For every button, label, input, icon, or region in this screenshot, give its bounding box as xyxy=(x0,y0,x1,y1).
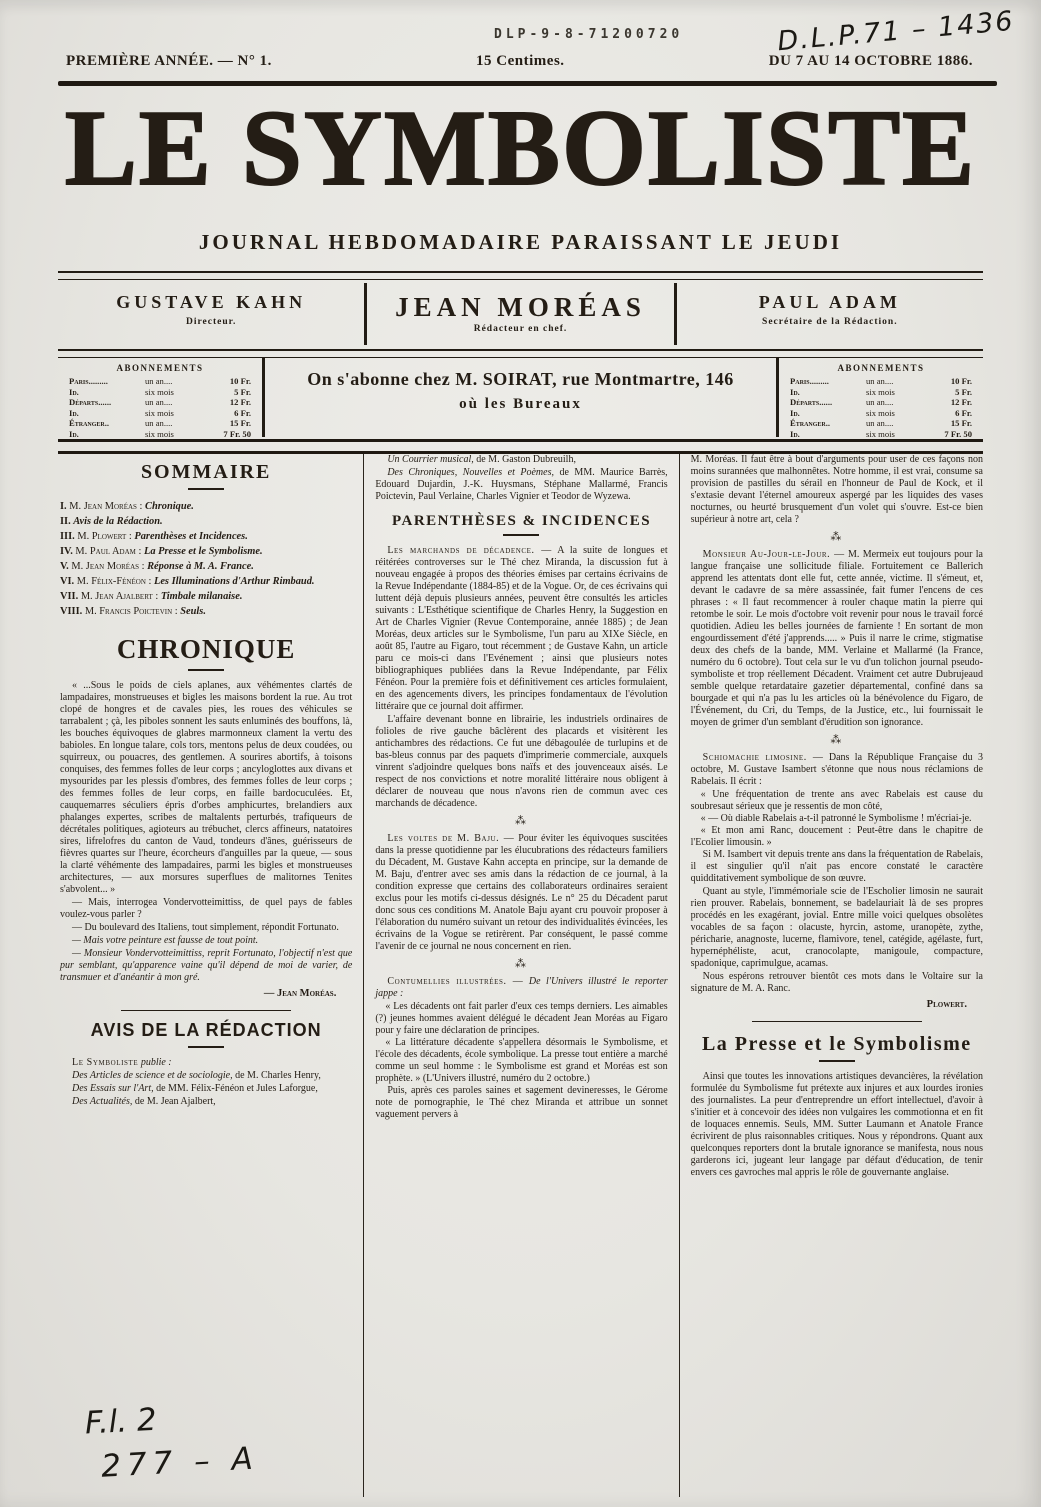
heading-dash xyxy=(503,534,539,536)
aujour-paragraph: Monsieur Au-Jour-le-Jour. — M. Mermeix eut toujours pour la langue française une sollicitude filiale. Fortuitement ce Ballerich apprend les attentats dont elle fut, cette année, victime. Il s'émeut, et, devant le cadavre de sa mère assassinée, fait fumer l'encens de ces phrases : « Il faut recommencer à rouler chaque matin la pierre qui retombe le soir. Le mois d'octobre voit revenir pour nous le travail forcé quotidien. Adieu les belles journées de farniente ! En sortant de mon engourdissement d'été j'apprends..... » Puis il narre le crime, stigmatise deux des chefs de la bande, MM. Verlaine et Mallarmé (la France, numéro du 6 octobre). Tout cela sur le vu d'un tolichon journal pseudo-symboliste et trop réellement Décadent. Vraiment cet autre Dubrujeaud semble quelque retardataire gazetier départemental, confiné dans sa bourgade et qui n'a pas lu les articles où la bénévolence du Figaro, de l'Événement, du Cri, du Temps, de la Justice, etc., lui fournissait le moyen de grimer d'un semblant d'érudition son ignorance. xyxy=(690,549,983,729)
sommaire-title: SOMMAIRE xyxy=(140,461,272,483)
subscription-table-left xyxy=(58,357,262,437)
schiomachie-body-paragraph: Nous espérons retrouver bientôt ces mots dans le Voltaire sur la signature de M. A. Ranc. xyxy=(690,971,983,995)
folio-line-2: 277 – A xyxy=(100,1440,260,1485)
column-1 xyxy=(58,454,363,1497)
schiomachie-body-paragraph: Quant au style, l'immémoriale scie de l'Escholier limosin ne saurait rien prouver. Rabelais, bonnement, se badelauriait là de ses propres procédés en les exagérant, jovial. Entre mille voici quelques obsolètes vocables de sa façon : olacuste, hyrcin, astome, uranopète, zythe, péricharie, anagnoste, lucerne, flamivore, tenel, catégide, agélaste, furt, hypernéphéliste, acut, cranocolapte, manigoule, compacture, spadonique, caprimulgue, acamas. xyxy=(690,886,983,970)
divider-rule xyxy=(121,1010,291,1011)
sommaire-item: VIII. M. Francis Poictevin : Seuls. xyxy=(60,606,206,617)
marchands-paragraph: Les marchands de décadence. — A la suite de longues et réitérées controverses sur le Thé chez Miranda, la discussion fut à nouveau engagée à propos des théories émises par certains écrivains de la Revue Indépendante (1884-85) et de la Vogue. Or, de ces écrivains qui luttent déjà depuis plusieurs années, peuvent être consultés les articles suivants : L'Esthétique scientifique de Charles Henry, la Suggestion en Art de Charles Vignier (Revue Contemporaine, année 1885) ; de Jean Moréas, deux articles sur le Symbolisme, l'un paru au XIXe Siècle, en août 85, l'autre au Figaro, tout récemment ; de Gustave Kahn, un article paru ce mois-ci dans l'Evénement ; ainsi que plusieurs notes bibliographiques publiées dans la Revue Indépendante, par Félix Fénéon. Pour la première fois et définitivement ces articles formulaient, en des agencements divers, les principes fondamentaux de l'évolution littéraire que ce journal doit affirmer. xyxy=(375,545,668,712)
masthead-title: LE SYMBOLISTE xyxy=(64,89,977,208)
voltes-paragraph: Les voltes de M. Baju. — Pour éviter les équivoques suscitées dans la presse quotidienne par les élucubrations des rédacteurs familiers du Décadent, M. Gustave Kahn accepta en principe, sur la demande de M. Baju, d'entrer avec ses amis dans la rédaction de ce journal, à la condition expresse que certains des collaborateurs ordinaires seraient exclus pour les motifs ci-dessus désignés. Le n° 25 du Décadent parut donc sous ces conditions M. Anatole Baju ayant cru pouvoir proposer à l'élaboration du numéro suivant un retour des individualités évincées, les écrivains de la Vogue se retirèrent. Par conséquent, le passé comme l'avenir de ce journal ne nous concernent en rien. xyxy=(375,833,668,953)
subscription-band xyxy=(58,357,983,437)
asterism-separator: ⁂ xyxy=(830,531,844,543)
sommaire-item: I. M. Jean Moréas : Chronique. xyxy=(60,501,194,512)
quoted-line: « La littérature décadente s'appellera désormais le Symbolisme, et l'école des décadents, école symbolique. La presse tout entière a marché comme un seul homme : le Symbolisme est grand et Moréas est son prophète. » (L'Univers illustré, numéro du 2 octobre.) xyxy=(375,1037,668,1085)
quoted-line: « Une fréquentation de trente ans avec Rabelais est cause du soubresaut sérieux que je ressentis de mon côté, xyxy=(690,789,983,813)
heading-dash xyxy=(188,669,224,671)
header-rule xyxy=(58,81,997,86)
masthead-subtitle: JOURNAL HEBDOMADAIRE PARAISSANT LE JEUDI xyxy=(198,230,843,254)
subscription-rate-row: Étranger.. un an.... 15 Fr. xyxy=(69,418,251,429)
column-2 xyxy=(363,454,678,1497)
editor-name: JEAN MORÉAS xyxy=(395,292,646,322)
director-name: GUSTAVE KAHN xyxy=(116,292,307,312)
sommaire-item: V. M. Jean Moréas : Réponse à M. A. France. xyxy=(60,561,254,572)
chronique-paragraph: — Monsieur Vondervotteimittiss, reprit Fortunato, l'objectif n'est que pur semblant, qu'apparence vaine qu'il dépend de moi de varier, de transmuer et d'anéantir à mon gré. xyxy=(60,948,353,984)
continuation-paragraph: M. Moréas. Il faut être à bout d'arguments pour user de ces façons non moins surannées que malhonnêtes. Notre homme, il est vrai, consume sa provision de pastilles du sérail en l'honneur de Paul de Kock, et il s'extasie devant l'éternel amoureux aspergé par les liquides des vases nocturnes, ou heurté brusquement d'un volet qui s'ouvre. Est-ce bien supérieur à notre art, cela ? xyxy=(690,454,983,525)
folio-line-1: F.l. 2 xyxy=(84,1401,158,1442)
avis-item: Des Chroniques, Nouvelles et Poèmes, de MM. Maurice Barrès, Edouard Dujardin, J.-K. Huysmans, Stéphane Mallarmé, Francis Poictevin, Paul Verlaine, Charles Vignier et Teodor de Wyzewa. xyxy=(375,467,668,502)
chronique-paragraph: — Mais, interrogea Vondervotteimittiss, de quel pays de fables voulez-vous parler ? xyxy=(60,897,353,921)
subscription-rate-row: Id. six mois 6 Fr. xyxy=(69,407,251,418)
issue-number: PREMIÈRE ANNÉE. — N° 1. xyxy=(66,53,272,69)
secretary-name: PAUL ADAM xyxy=(758,292,901,312)
sommaire-item: II. Avis de la Rédaction. xyxy=(60,516,163,527)
sommaire-item: VII. M. Jean Ajalbert : Timbale milanaise. xyxy=(60,591,243,602)
avis-list xyxy=(60,1070,352,1108)
subscription-rates xyxy=(790,376,972,440)
subscription-rate-row: Id. six mois 7 Fr. 50 xyxy=(69,428,251,439)
staff-secretary xyxy=(674,283,983,345)
divider-rule xyxy=(58,271,983,280)
chronique-signature: — Jean Moréas. xyxy=(263,988,337,1000)
divider-rule xyxy=(752,1021,922,1022)
sommaire-item: VI. M. Félix-Fénéon : Les Illuminations d'Arthur Rimbaud. xyxy=(60,576,315,587)
avis-item: Un Courrier musical, de M. Gaston Dubreuilh, xyxy=(387,454,576,465)
chronique-title: CHRONIQUE xyxy=(116,634,296,664)
subscription-rate-row: Id. six mois 6 Fr. xyxy=(790,407,972,418)
subscription-rate-row: Paris......... un an.... 10 Fr. xyxy=(790,376,972,386)
sommaire-item: III. M. Plowert : Parenthèses et Incidences. xyxy=(60,531,248,542)
handwritten-folio-note xyxy=(84,1393,260,1490)
issue-date: DU 7 AU 14 OCTOBRE 1886. xyxy=(768,53,973,69)
schiomachie-quotes xyxy=(691,789,983,849)
avis-item: Des Essais sur l'Art, de MM. Félix-Fénéon et Jules Laforgue, xyxy=(72,1082,318,1094)
marchands-paragraph-2: L'affaire devenant bonne en librairie, les industriels ordinaires de folioles de rive gauche bâclèrent des placards et visitèrent les antichambres des rédactions. Ce fut une débagoulée de turlupins et de bas-bleus connus par des paquets d'imprimerie commerciale, auxquels vinrent s'adjoindre quelques bons naïfs et des jouvenceaux aisés. Le respect de nos convictions et notre moralité littéraire nous obligent à déclarer de nouveau que nous n'avons rien de commun avec ces marchands de décadence. xyxy=(375,714,668,809)
avis-item: Des Actualités, de M. Jean Ajalbert, xyxy=(72,1095,216,1107)
presse-paragraph: Ainsi que toutes les innovations artistiques devancières, la révélation formulée du Symbolisme fut prétexte aux injures et aux lourdes ironies des journalistes. La peur d'entreprendre un effort intellectuel, d'avoir à s'initier et à concevoir des idées non vulgaires les commotionna et en fit de loquaces ennemis. Seuls, MM. Sutter Laumann et Anatole France écrivirent de plus raisonnables critiques. Nous y répondrons. Quant aux quelconques reporters dont la brutale ignorance se manifesta, nous nous garderons ici, jugeant leur langage par défaut d'éducation, de tenir envers ces gavroches mal appris le rôle de gouvernante anglaise. xyxy=(690,1070,983,1178)
heading-dash xyxy=(188,1046,224,1048)
subscription-rate-row: Départs...... un an.... 12 Fr. xyxy=(790,397,972,408)
asterism-separator: ⁂ xyxy=(514,958,528,971)
column-3 xyxy=(679,454,985,1497)
chronique-paragraph: — Du boulevard des Italiens, tout simplement, répondit Fortunato. xyxy=(72,922,339,934)
schiomachie-body-paragraph: Si M. Isambert vit depuis trente ans dans la fréquentation de Rabelais, il est singulier qu'il n'ait pas encore constaté le caractère quidditativement symbolique de son œuvre. xyxy=(690,849,983,885)
chronique-paragraph: — Mais votre peinture est fausse de tout point. xyxy=(72,935,259,947)
subscription-title: ABONNEMENTS xyxy=(116,363,204,373)
contumelies-quotes xyxy=(375,1001,667,1085)
editor-role: Rédacteur en chef. xyxy=(473,324,568,334)
subscription-rate-row: Id. six mois 5 Fr. xyxy=(69,386,251,397)
heading-dash xyxy=(819,1060,855,1062)
parentheses-title: PARENTHÈSES & INCIDENCES xyxy=(391,513,652,529)
quoted-line: « Les décadents ont fait parler d'eux ces temps derniers. Les aimables (?) jeunes hommes avaient délégué le décadent Jean Moréas au Figaro pour y faire une déclaration de principes. xyxy=(375,1001,668,1037)
asterism-separator: ⁂ xyxy=(514,815,528,827)
staff-director xyxy=(58,283,364,345)
contumelies-paragraph: Contumellies illustrées. — De l'Univers illustré le reporter jappe : xyxy=(375,976,668,1000)
secretary-role: Secrétaire de la Rédaction. xyxy=(762,317,898,327)
heading-dash xyxy=(188,488,224,490)
avis-continued-list xyxy=(375,454,667,503)
subscription-table-right xyxy=(779,357,983,437)
subscription-rate-row: Étranger.. un an.... 15 Fr. xyxy=(790,418,972,429)
contumelies-after: Puis, après ces paroles saines et sagement devineresses, le Gérome note de pornographie, le Thé chez Miranda et attribue un sonnet vaguement pervers à xyxy=(375,1085,668,1121)
avis-item: Des Articles de science et de sociologie, de M. Charles Henry, xyxy=(72,1069,321,1081)
subscription-rate-row: Id. six mois 5 Fr. xyxy=(790,386,972,397)
avis-title: AVIS DE LA RÉDACTION xyxy=(90,1019,322,1040)
article-columns xyxy=(58,454,985,1497)
quoted-line: « — Où diable Rabelais a-t-il patronné le Symbolisme ! m'écriai-je. xyxy=(700,813,972,825)
asterism-separator: ⁂ xyxy=(830,734,844,747)
subscription-rate-row: Id. six mois 7 Fr. 50 xyxy=(790,428,972,439)
schiomachie-paragraph: Schiomachie limosine. — Dans la République Française du 3 octobre, M. Gustave Isambert s'étonne que nous nous réclamions de Rabelais. Il écrit : xyxy=(690,752,983,788)
chronique-paragraph: « ...Sous le poids de ciels aplanes, aux véhémentes clartés de lampadaires, monstrueuses et bigles les maisons bordent la rue. Au trot clopé de hongres et de cavales pies, les roues des véhicules se tarrabalent ; çà, les piboles sonnent les sauts enluminés des bouffons, là, les bouches équivoques de glabres marmonneux clament la vertu des babioles. En longue talare, cols tors, mentons pelus de deux coudées, ou squirreux, ou pouacres, des gentlemen. A sourires abortifs, à toisons conquises, des femmes folles de leur corps ; ancyloglottes aux divans et mysourides par les plessis d'ombres, des femmes folles de leur corps ; des femmes folles de leur corps, en faille bardocuculées. Et, cauquemarres séculiers épris d'orbes amphicurtes, brelandiers aux phalanges expertes, scribes de maltalents perturbés, trafiqueurs de décrétales politiques, agioteurs au trébuchet, clercs affineurs, natatoires sires, lifrelofres du canton de Vaud, tondeurs d'ânes, guérisseurs de fièvres quartes sur l'heure, écorcheurs d'anguilles par la queue, — sous la clarté véhémente des lampadaires, parmi les bigles et monstrueuses architectures, — aux morsures superflues de malitornes Tenites s'abvolent... » xyxy=(60,680,353,896)
sommaire-item: IV. M. Paul Adam : La Presse et le Symbolisme. xyxy=(60,546,263,557)
presse-title: La Presse et le Symbolisme xyxy=(701,1032,972,1055)
issue-price: 15 Centimes. xyxy=(476,53,565,69)
staff-row xyxy=(58,283,983,345)
quoted-line: « Et mon ami Ranc, doucement : Peut-être dans le chapitre de l'Ecolier limousin. » xyxy=(690,825,983,849)
staff-editor xyxy=(364,283,673,345)
catalog-stamp: DLP-9-8-71200720 xyxy=(494,27,684,42)
subscription-rate-row: Départs...... un an.... 12 Fr. xyxy=(69,397,251,408)
subscription-rate-row: Paris......... un an.... 10 Fr. xyxy=(69,376,251,386)
office-address: On s'abonne chez M. SOIRAT, rue Montmartre, 146 xyxy=(307,369,734,389)
director-role: Directeur. xyxy=(185,317,237,327)
issue-info-row xyxy=(66,53,973,70)
avis-intro: Le Symboliste publie : xyxy=(72,1056,172,1068)
office-address-line2: où les Bureaux xyxy=(459,396,582,412)
subscription-rates xyxy=(69,376,251,440)
handwritten-archive-reference: D.L.P.71 – 1436 xyxy=(776,5,1016,58)
subscription-office xyxy=(262,357,779,437)
subscription-title: ABONNEMENTS xyxy=(837,363,925,373)
schiomachie-signature: Plowert. xyxy=(926,999,967,1011)
section-rule xyxy=(58,439,983,454)
sommaire-list xyxy=(60,499,352,619)
schiomachie-paragraphs xyxy=(691,849,983,995)
